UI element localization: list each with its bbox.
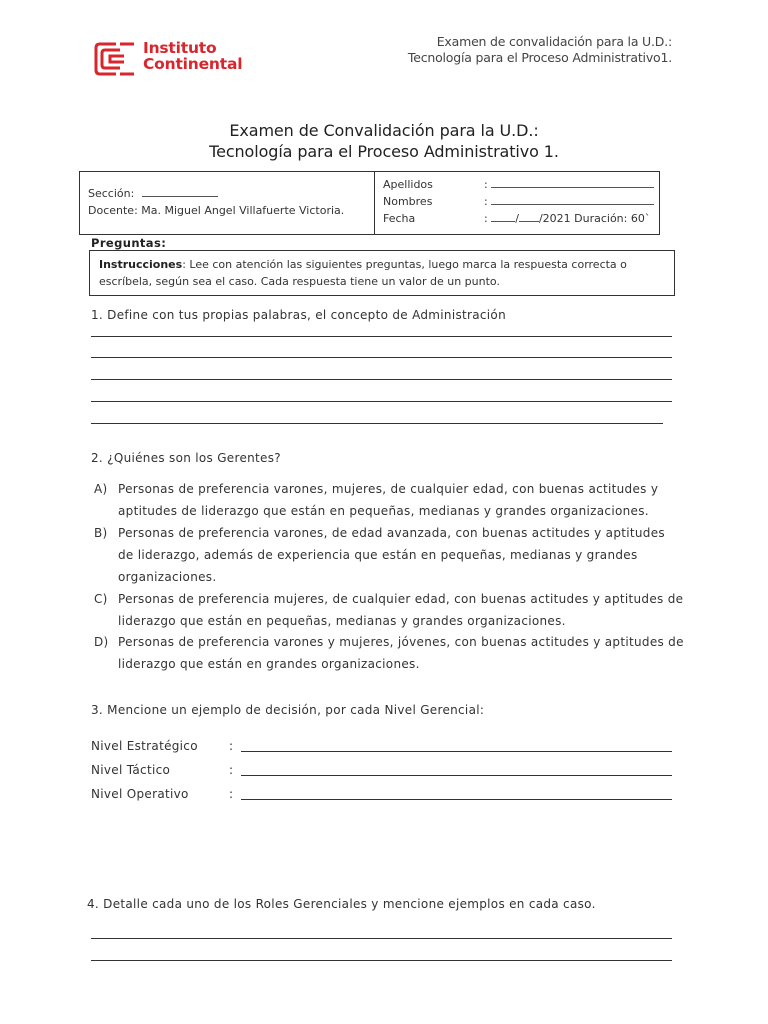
nombres-row: [383, 193, 659, 210]
level-estrategico-line[interactable]: [241, 751, 672, 752]
fecha-row: [383, 210, 659, 227]
fecha-colon: :: [484, 212, 488, 225]
apellidos-label: Apellidos: [383, 178, 433, 191]
nombres-colon: :: [484, 195, 488, 208]
page-header: [408, 34, 672, 66]
apellidos-colon: :: [484, 178, 488, 191]
fecha-label: Fecha: [383, 212, 416, 225]
question-4: 4. Detalle cada uno de los Roles Gerenciales y mencione ejemplos en cada caso.: [87, 897, 596, 911]
institution-logo: [94, 40, 254, 80]
answer-line[interactable]: [91, 357, 672, 358]
level-operativo-label: Nivel Operativo: [91, 787, 189, 801]
question-1: 1. Define con tus propias palabras, el concepto de Administración: [91, 308, 506, 322]
instructions-label: Instrucciones: [99, 258, 183, 271]
preguntas-heading: Preguntas:: [91, 236, 167, 250]
apellidos-blank[interactable]: [491, 177, 654, 188]
answer-line[interactable]: [91, 401, 672, 402]
option-letter: A): [94, 482, 108, 496]
option-text: Personas de preferencia varones y mujeres, jóvenes, con buenas actitudes y aptitudes de liderazgo que están en grandes organizaciones.: [118, 635, 684, 671]
logo-line-1: Instituto: [143, 39, 217, 57]
answer-line[interactable]: [91, 960, 672, 961]
fecha-suffix: /2021 Duración: 60`: [538, 212, 651, 225]
question-2: 2. ¿Quiénes son los Gerentes?: [91, 451, 281, 465]
option-text: Personas de preferencia varones, de edad avanzada, con buenas actitudes y aptitudes de liderazgo, además de experiencia que están en pequeñas, medianas y grandes organizaciones.: [118, 526, 665, 584]
document-title-line-2: Tecnología para el Proceso Administrativo 1.: [209, 142, 559, 161]
level-tactico-line[interactable]: [241, 775, 672, 776]
docente-text: Docente: Ma. Miguel Angel Villafuerte Victoria.: [88, 204, 345, 217]
level-estrategico-label: Nivel Estratégico: [91, 739, 198, 753]
option-letter: B): [94, 526, 108, 540]
seccion-blank[interactable]: [142, 186, 218, 197]
nombres-label: Nombres: [383, 195, 433, 208]
info-left-cell: [80, 172, 375, 234]
option-text: Personas de preferencia mujeres, de cualquier edad, con buenas actitudes y aptitudes de liderazgo que están en pequeñas, medianas y grandes organizaciones.: [118, 592, 684, 628]
nombres-blank[interactable]: [491, 194, 654, 205]
answer-line[interactable]: [91, 336, 672, 337]
apellidos-row: [383, 176, 659, 193]
option-letter: D): [94, 635, 109, 649]
level-colon: :: [229, 787, 234, 801]
student-info-box: [79, 171, 660, 235]
fecha-day-blank[interactable]: [491, 211, 515, 222]
option-text: Personas de preferencia varones, mujeres, de cualquier edad, con buenas actitudes y aptitudes de liderazgo que están en pequeñas, medianas y grandes organizaciones.: [118, 482, 659, 518]
header-line-1: Examen de convalidación para la U.D.:: [436, 34, 672, 49]
fecha-month-blank[interactable]: [519, 211, 539, 222]
instructions-text: : Lee con atención las siguientes preguntas, luego marca la respuesta correcta o escríbela, según sea el caso. Cada respuesta tiene un valor de un punto.: [99, 258, 627, 288]
header-line-2: Tecnología para el Proceso Administrativo1.: [407, 50, 672, 65]
seccion-label: Sección:: [88, 187, 135, 200]
option-letter: C): [94, 592, 108, 606]
answer-line[interactable]: [91, 938, 672, 939]
level-tactico-label: Nivel Táctico: [91, 763, 171, 777]
level-colon: :: [229, 739, 234, 753]
level-colon: :: [229, 763, 234, 777]
level-operativo-line[interactable]: [241, 799, 672, 800]
answer-line[interactable]: [91, 379, 672, 380]
info-right-cell: [376, 172, 659, 234]
logo-line-2: Continental: [143, 55, 243, 73]
document-title-line-1: Examen de Convalidación para la U.D.:: [229, 121, 539, 140]
logo-icon: [94, 42, 136, 76]
answer-line[interactable]: [91, 423, 663, 424]
seccion-row: [88, 185, 374, 202]
instructions-box: [89, 250, 675, 296]
question-3: 3. Mencione un ejemplo de decisión, por cada Nivel Gerencial:: [91, 703, 485, 717]
fecha-slash: /: [515, 212, 519, 225]
